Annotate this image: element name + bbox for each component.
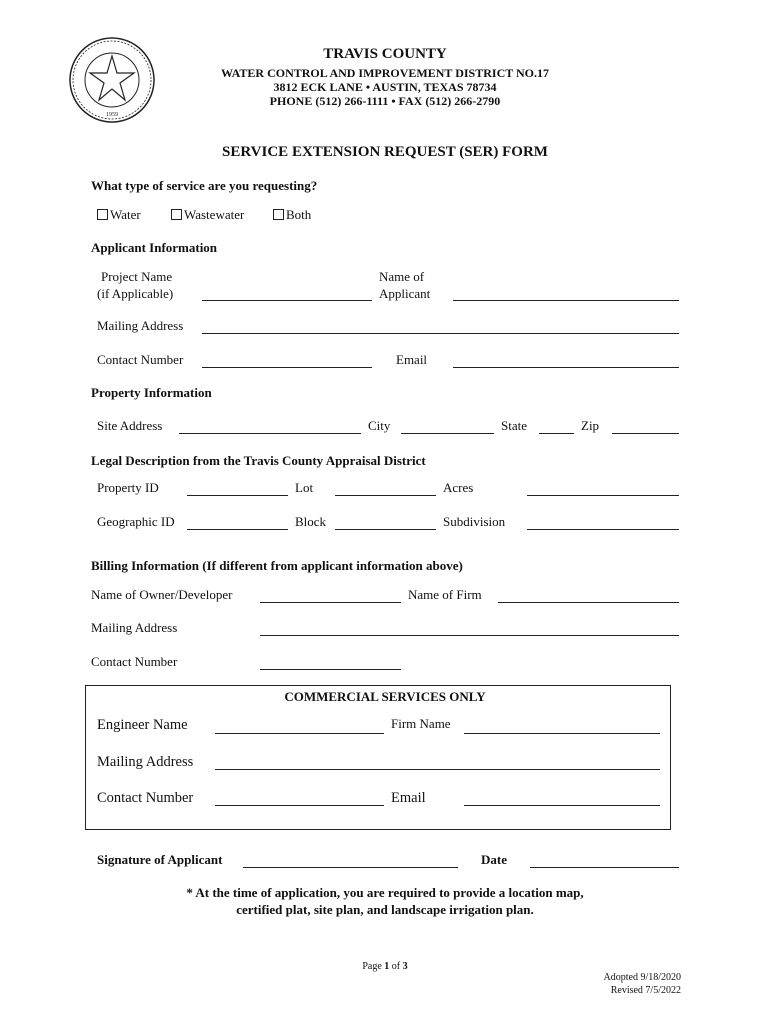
applicant-name-field[interactable] [453,300,679,301]
adopted-date: Adopted 9/18/2020 [603,972,681,983]
state-field[interactable] [539,433,574,434]
lot-field[interactable] [335,495,436,496]
page-number: Page 1 of 3 [362,961,408,972]
commercial-mailing-field[interactable] [215,769,660,770]
water-checkbox[interactable] [97,209,108,220]
applicant-email-label: Email [396,352,428,367]
commercial-heading: COMMERCIAL SERVICES ONLY [284,689,486,704]
legal-heading: Legal Description from the Travis County Appraisal District [91,453,426,468]
date-label: Date [481,852,507,867]
firm-field[interactable] [498,602,679,603]
property-heading: Property Information [91,385,212,400]
commercial-mailing-label: Mailing Address [97,754,194,770]
firm-name-label: Firm Name [391,716,451,731]
district-name: WATER CONTROL AND IMPROVEMENT DISTRICT NO.17 [220,66,550,80]
engineer-name-label: Engineer Name [97,717,188,733]
applicant-mailing-label: Mailing Address [97,318,184,333]
engineer-name-field[interactable] [215,733,384,734]
project-name-label: Project Name [101,269,173,284]
owner-field[interactable] [260,602,401,603]
notice-line-2: certified plat, site plan, and landscape irrigation plan. [236,902,534,917]
property-id-field[interactable] [187,495,288,496]
city-label: City [368,418,391,433]
acres-field[interactable] [527,495,679,496]
applicant-name-label: Name of [379,269,425,284]
lot-label: Lot [295,480,314,495]
firm-label: Name of Firm [408,587,482,602]
date-field[interactable] [530,867,679,868]
seal-year: 1959 [106,112,118,118]
applicant-mailing-field[interactable] [202,333,679,334]
billing-contact-field[interactable] [260,669,401,670]
signature-field[interactable] [243,867,458,868]
applicant-name-label-2: Applicant [379,286,431,301]
both-option[interactable]: Both [273,207,311,223]
revised-date: Revised 7/5/2022 [610,985,681,996]
applicant-contact-label: Contact Number [97,352,184,367]
notice-line-1: * At the time of application, you are required to provide a location map, [186,885,584,900]
commercial-contact-field[interactable] [215,805,384,806]
commercial-contact-label: Contact Number [97,790,194,806]
district-phone: PHONE (512) 266-1111 • FAX (512) 266-2790 [269,94,501,108]
geographic-id-field[interactable] [187,529,288,530]
commercial-email-label: Email [391,790,426,806]
block-field[interactable] [335,529,436,530]
state-label: State [501,418,527,433]
commercial-email-field[interactable] [464,805,660,806]
subdivision-field[interactable] [527,529,679,530]
service-question: What type of service are you requesting? [91,178,318,193]
wastewater-checkbox[interactable] [171,209,182,220]
firm-name-field[interactable] [464,733,660,734]
applicant-contact-field[interactable] [202,367,372,368]
property-id-label: Property ID [97,480,159,495]
district-address: 3812 ECK LANE • AUSTIN, TEXAS 78734 [273,80,497,94]
both-checkbox[interactable] [273,209,284,220]
applicant-email-field[interactable] [453,367,679,368]
subdivision-label: Subdivision [443,514,506,529]
zip-field[interactable] [612,433,679,434]
county-title: TRAVIS COUNTY [323,46,447,62]
billing-contact-label: Contact Number [91,654,178,669]
billing-mailing-label: Mailing Address [91,620,178,635]
project-name-field[interactable] [202,300,372,301]
signature-label: Signature of Applicant [97,852,223,867]
block-label: Block [295,514,327,529]
applicant-heading: Applicant Information [91,240,218,255]
billing-mailing-field[interactable] [260,635,679,636]
project-name-label-2: (if Applicable) [97,286,174,301]
zip-label: Zip [581,418,600,433]
billing-heading: Billing Information (If different from applicant information above) [91,558,463,573]
owner-label: Name of Owner/Developer [91,587,233,602]
site-address-field[interactable] [179,433,361,434]
geographic-id-label: Geographic ID [97,514,175,529]
site-address-label: Site Address [97,418,163,433]
wastewater-option[interactable]: Wastewater [171,207,244,223]
acres-label: Acres [443,480,474,495]
city-field[interactable] [401,433,494,434]
form-title: SERVICE EXTENSION REQUEST (SER) FORM [222,144,548,160]
water-option[interactable]: Water [97,207,141,223]
